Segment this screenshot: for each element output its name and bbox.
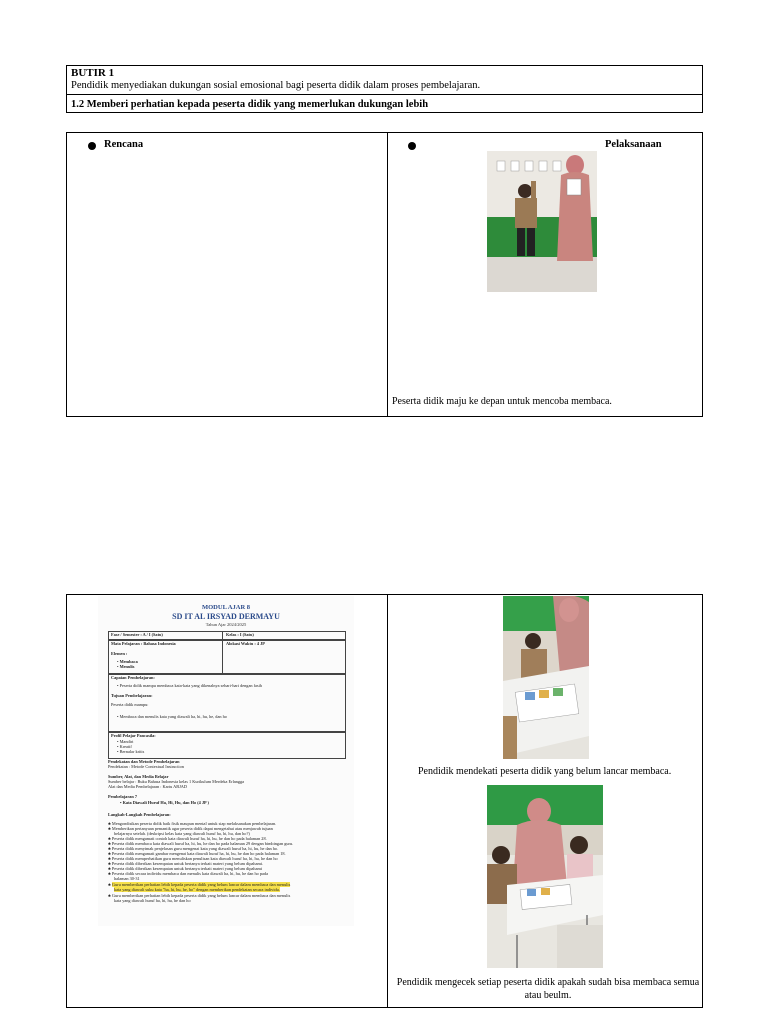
modul-elemen-2: • Menulis <box>117 664 135 669</box>
modul-pendekatan-label: Pendekatan dan Metode Pembelajaran <box>108 759 180 764</box>
modul-elemen: Elemen : <box>111 651 128 656</box>
modul-alat-text: Alat dan Media Pembelajaran : Kartu ABJAD <box>108 784 187 789</box>
classroom-photo-approach <box>503 596 589 759</box>
modul-school: SD IT AL IRSYAD DERMAYU <box>172 612 280 621</box>
modul-step: halaman 30-31 <box>114 876 140 881</box>
modul-col-divider <box>222 631 223 673</box>
modul-cp-label: Capaian Pembelajaran: <box>111 675 155 680</box>
modul-sumber-text: Sumber belajar : Buku Bahasa Indonesia kelas 1 Kurikulum Merdeka Erlangga <box>108 779 245 784</box>
bullet-icon <box>408 142 416 150</box>
rencana-label: Rencana <box>104 139 144 150</box>
butir-header <box>66 65 703 113</box>
modul-elemen-1: • Membaca <box>117 659 138 664</box>
modul-p5-1: • Mandiri <box>117 739 134 744</box>
column-divider <box>387 133 388 416</box>
classroom-photo-reading <box>487 151 597 292</box>
modul-step: ♣ Peserta didik mengamati gambar mengenai kata diawali huruf ha, hi, hu, he dan ho pada halaman 18. <box>108 851 286 856</box>
modul-step: ♣ Peserta didik memperhatikan guru menuliskan penulisan kata diawali huruf ha, hi, hu, he dan ho <box>108 856 278 861</box>
modul-pertemuan-item: • Kata Diawali Huruf Ha, Hi, Hu, dan Ho (4 JP ) <box>120 800 209 805</box>
modul-cp-text: • Peserta didik mampu membaca kata-kata yang dikenalnya sehari-hari dengan fasih <box>117 683 262 688</box>
modul-langkah-label: Langkah-Langkah Pembelajaran: <box>108 812 171 817</box>
modul-sumber-label: Sumber, Alat, dan Media Belajar <box>108 774 169 779</box>
modul-step: ♣ Memberikan pertanyaan pemantik agar peserta didik dapat mengetahui atau menjawab tujuan <box>108 826 273 831</box>
modul-step: kata yang diawali huruf ha, hi, hu, he dan ho <box>114 898 191 903</box>
modul-step: ♣ Peserta didik menyimak penjelasan guru mengenai kata yang diawali huruf ha, hi, hu, he dan ho. <box>108 846 279 851</box>
modul-step: ♣ Guru memberikan perhatian lebih kepada peserta didik yang belum lancar dalam membaca dan menulis <box>108 893 291 898</box>
caption-approach: Pendidik mendekati peserta didik yang belum lancar membaca. <box>418 766 672 777</box>
modul-step: ♣ Mengondisikan peserta didik baik fisik maupun mental untuk siap melaksanakan pembelajaran. <box>108 821 277 826</box>
modul-year: Tahun Ajar 2024/2025 <box>205 622 247 627</box>
modul-step: ♣ Peserta didik secara individu membaca dan menulis kata diawali ha, hi, hu, he dan ho pada <box>108 871 268 876</box>
modul-kelas: Kelas : I (Satu) <box>226 632 254 637</box>
bullet-icon <box>88 142 96 150</box>
modul-p5-3: • Bernalar kritis <box>117 749 145 754</box>
modul-step: belajarnya setelah. (deskripsi kelas kata yang diawali huruf ha, hi, hu, dan ho?) <box>114 831 250 836</box>
modul-pertemuan-label: Pembelajaran 7 <box>108 794 137 799</box>
modul-alokasi: Alokasi Waktu : 4 JP <box>226 641 265 646</box>
evidence-table-1 <box>66 132 703 417</box>
modul-step: ♣ Peserta didik mengamati contoh kata diawali huruf ha, hi, hu, he dan ho pada halaman 28. <box>108 836 267 841</box>
classroom-photo-checking <box>487 785 603 968</box>
pelaksanaan-caption: Peserta didik maju ke depan untuk mencoba membaca. <box>392 396 612 407</box>
modul-step: ♣ Peserta didik diberikan kesempatan untuk bertanya terkait materi yang belum dipahami. <box>108 861 264 866</box>
modul-tp-intro: Peserta didik mampu: <box>111 702 149 707</box>
pelaksanaan-label: Pelaksanaan <box>605 139 662 150</box>
modul-fase: Fase / Semester : A / I (Satu) <box>111 632 163 637</box>
modul-step: ♣ Peserta didik membaca kata diawali huruf ha, hi, hu, he dan ho pada halaman 29 dengan bimbingan guru. <box>108 841 294 846</box>
modul-tp-label: Tujuan Pembelajaran: <box>111 693 153 698</box>
header-divider <box>67 94 702 95</box>
modul-step-highlight: ♣ Guru memberikan perhatian lebih kepada peserta didik yang belum lancar dalam membaca dan menulis <box>108 882 291 887</box>
modul-pendekatan-text: Pendekatan : Metode Contextual Instruction <box>108 764 184 769</box>
modul-mapel: Mata Pelajaran : Bahasa Indonesia <box>111 641 176 646</box>
modul-tp-item: • Membaca dan menulis kata yang diawali ha, hi, hu, he, dan ho <box>117 714 227 719</box>
modul-step-highlight: kata yang diawali suku kata "ha, hi, hu, he, ho" dengan memberikan pendekatan secara individu. <box>114 887 280 892</box>
modul-p5-label: Profil Pelajar Pancasila: <box>111 733 156 738</box>
modul-ajar-document <box>98 596 354 926</box>
column-divider <box>387 595 388 1007</box>
indicator-title: 1.2 Memberi perhatian kepada peserta didik yang memerlukan dukungan lebih <box>71 99 429 110</box>
modul-title: MODUL AJAR 8 <box>201 604 251 611</box>
modul-step: ♣ Peserta didik diberikan kesempatan untuk bertanya terkait materi yang belum dipahami <box>108 866 263 871</box>
butir-title: BUTIR 1 <box>71 67 115 79</box>
modul-p5-2: • Kreatif <box>117 744 132 749</box>
butir-description: Pendidik menyediakan dukungan sosial emosional bagi peserta didik dalam proses pembelajaran. <box>71 80 481 91</box>
caption-checking: Pendidik mengecek setiap peserta didik apakah sudah bisa membaca semua atau beulm. <box>396 977 700 1001</box>
